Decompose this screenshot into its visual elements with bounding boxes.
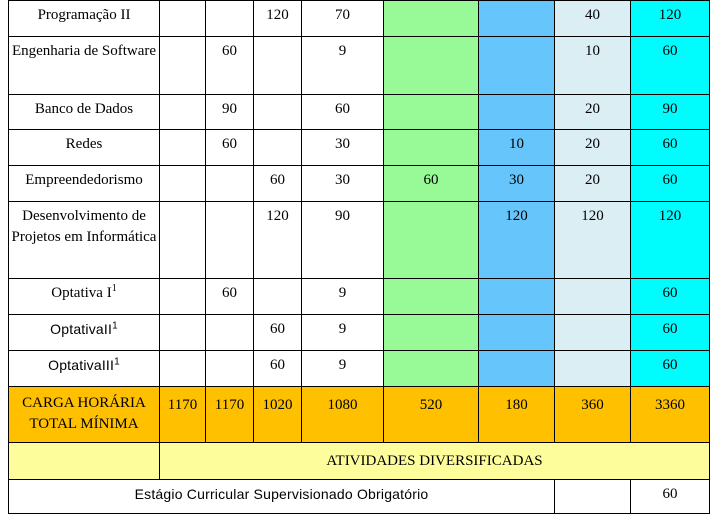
table-cell xyxy=(555,480,631,514)
table-cell xyxy=(206,202,254,279)
table-cell xyxy=(160,130,206,166)
table-cell: 60 xyxy=(254,315,302,351)
discipline-name: Desenvolvimento de Projetos em Informática xyxy=(9,202,160,279)
table-row xyxy=(9,202,710,279)
table-cell xyxy=(384,95,479,130)
table-cell: 60 xyxy=(631,130,710,166)
discipline-name: OptativaIII$^1$ xyxy=(9,351,160,387)
total-label: CARGA HORÁRIA TOTAL MÍNIMA xyxy=(9,387,160,443)
table-cell: 60 xyxy=(302,95,384,130)
discipline-name: Banco de Dados xyxy=(9,95,160,130)
curriculum-table xyxy=(8,0,710,514)
table-row xyxy=(9,37,710,95)
table-cell: 40 xyxy=(555,1,631,37)
table-cell: 30 xyxy=(302,166,384,202)
table-cell xyxy=(555,315,631,351)
table-cell: 60 xyxy=(206,130,254,166)
total-value: 360 xyxy=(555,387,631,443)
table-cell: 60 xyxy=(631,315,710,351)
table-cell xyxy=(479,95,555,130)
table-cell: 60 xyxy=(631,166,710,202)
table-cell: 90 xyxy=(302,202,384,279)
table-cell xyxy=(384,315,479,351)
table-cell xyxy=(206,351,254,387)
discipline-name: Empreendedorismo xyxy=(9,166,160,202)
table-cell: 60 xyxy=(631,279,710,315)
table-cell xyxy=(384,351,479,387)
total-value: 1170 xyxy=(206,387,254,443)
table-row xyxy=(9,1,710,37)
table-cell: 60 xyxy=(206,37,254,95)
table-cell xyxy=(555,351,631,387)
section-spacer-cell xyxy=(9,443,160,480)
total-row xyxy=(9,387,710,443)
table-cell xyxy=(160,95,206,130)
table-cell: 120 xyxy=(555,202,631,279)
section-row xyxy=(9,443,710,480)
table-row xyxy=(9,130,710,166)
table-cell xyxy=(160,351,206,387)
discipline-name: Engenharia de Software xyxy=(9,37,160,95)
table-cell xyxy=(555,279,631,315)
table-cell xyxy=(384,130,479,166)
table-cell: 60 xyxy=(254,166,302,202)
table-cell: 90 xyxy=(206,95,254,130)
table-cell: 30 xyxy=(479,166,555,202)
table-cell: 60 xyxy=(384,166,479,202)
discipline-name: Optativa $I^1$ xyxy=(9,279,160,315)
table-cell xyxy=(160,166,206,202)
table-row xyxy=(9,279,710,315)
footnote-marker: 1 xyxy=(112,320,118,332)
footnote-marker: 1 xyxy=(111,283,117,294)
table-cell: 120 xyxy=(631,1,710,37)
table-row xyxy=(9,315,710,351)
table-cell: 60 xyxy=(254,351,302,387)
total-value: 1080 xyxy=(302,387,384,443)
table-cell xyxy=(160,202,206,279)
discipline-name: Redes xyxy=(9,130,160,166)
table-row xyxy=(9,351,710,387)
discipline-name: OptativaII$^1$ xyxy=(9,315,160,351)
total-value: 520 xyxy=(384,387,479,443)
table-cell: 9 xyxy=(302,315,384,351)
table-cell xyxy=(479,315,555,351)
table-cell: 60 xyxy=(206,279,254,315)
table-cell: 90 xyxy=(631,95,710,130)
table-cell: 120 xyxy=(479,202,555,279)
table-cell: 30 xyxy=(302,130,384,166)
footnote-marker: 1 xyxy=(114,356,120,368)
table-cell xyxy=(206,1,254,37)
table-cell: 9 xyxy=(302,351,384,387)
discipline-name: Programação II xyxy=(9,1,160,37)
table-cell xyxy=(384,202,479,279)
table-cell: 20 xyxy=(555,166,631,202)
table-cell xyxy=(160,1,206,37)
table-cell xyxy=(160,315,206,351)
table-cell xyxy=(206,315,254,351)
section-title: ATIVIDADES DIVERSIFICADAS xyxy=(160,443,710,480)
table-cell: 120 xyxy=(631,202,710,279)
table-cell: 9 xyxy=(302,279,384,315)
table-cell: 20 xyxy=(555,130,631,166)
total-value: 180 xyxy=(479,387,555,443)
table-cell: 120 xyxy=(254,1,302,37)
table-cell xyxy=(254,95,302,130)
table-cell xyxy=(160,37,206,95)
table-cell: 10 xyxy=(479,130,555,166)
table-cell: 60 xyxy=(631,37,710,95)
total-value: 3360 xyxy=(631,387,710,443)
table-cell xyxy=(384,1,479,37)
table-row xyxy=(9,95,710,130)
table-cell xyxy=(479,1,555,37)
table-cell: 9 xyxy=(302,37,384,95)
table-cell xyxy=(160,279,206,315)
internship-label: Estágio Curricular Supervisionado Obrigatório xyxy=(9,480,555,514)
table-cell xyxy=(206,166,254,202)
internship-row xyxy=(9,480,710,514)
table-cell: 60 xyxy=(631,351,710,387)
table-cell xyxy=(254,279,302,315)
table-cell xyxy=(384,37,479,95)
table-cell: 120 xyxy=(254,202,302,279)
table-cell: 10 xyxy=(555,37,631,95)
total-value: 1020 xyxy=(254,387,302,443)
total-value: 1170 xyxy=(160,387,206,443)
table-cell xyxy=(254,130,302,166)
table-cell xyxy=(254,37,302,95)
internship-total: 60 xyxy=(631,480,710,514)
table-cell: 20 xyxy=(555,95,631,130)
table-cell: 70 xyxy=(302,1,384,37)
curriculum-table-page xyxy=(8,0,709,518)
table-cell xyxy=(479,279,555,315)
table-cell xyxy=(479,37,555,95)
table-cell xyxy=(384,279,479,315)
table-cell xyxy=(479,351,555,387)
table-row xyxy=(9,166,710,202)
